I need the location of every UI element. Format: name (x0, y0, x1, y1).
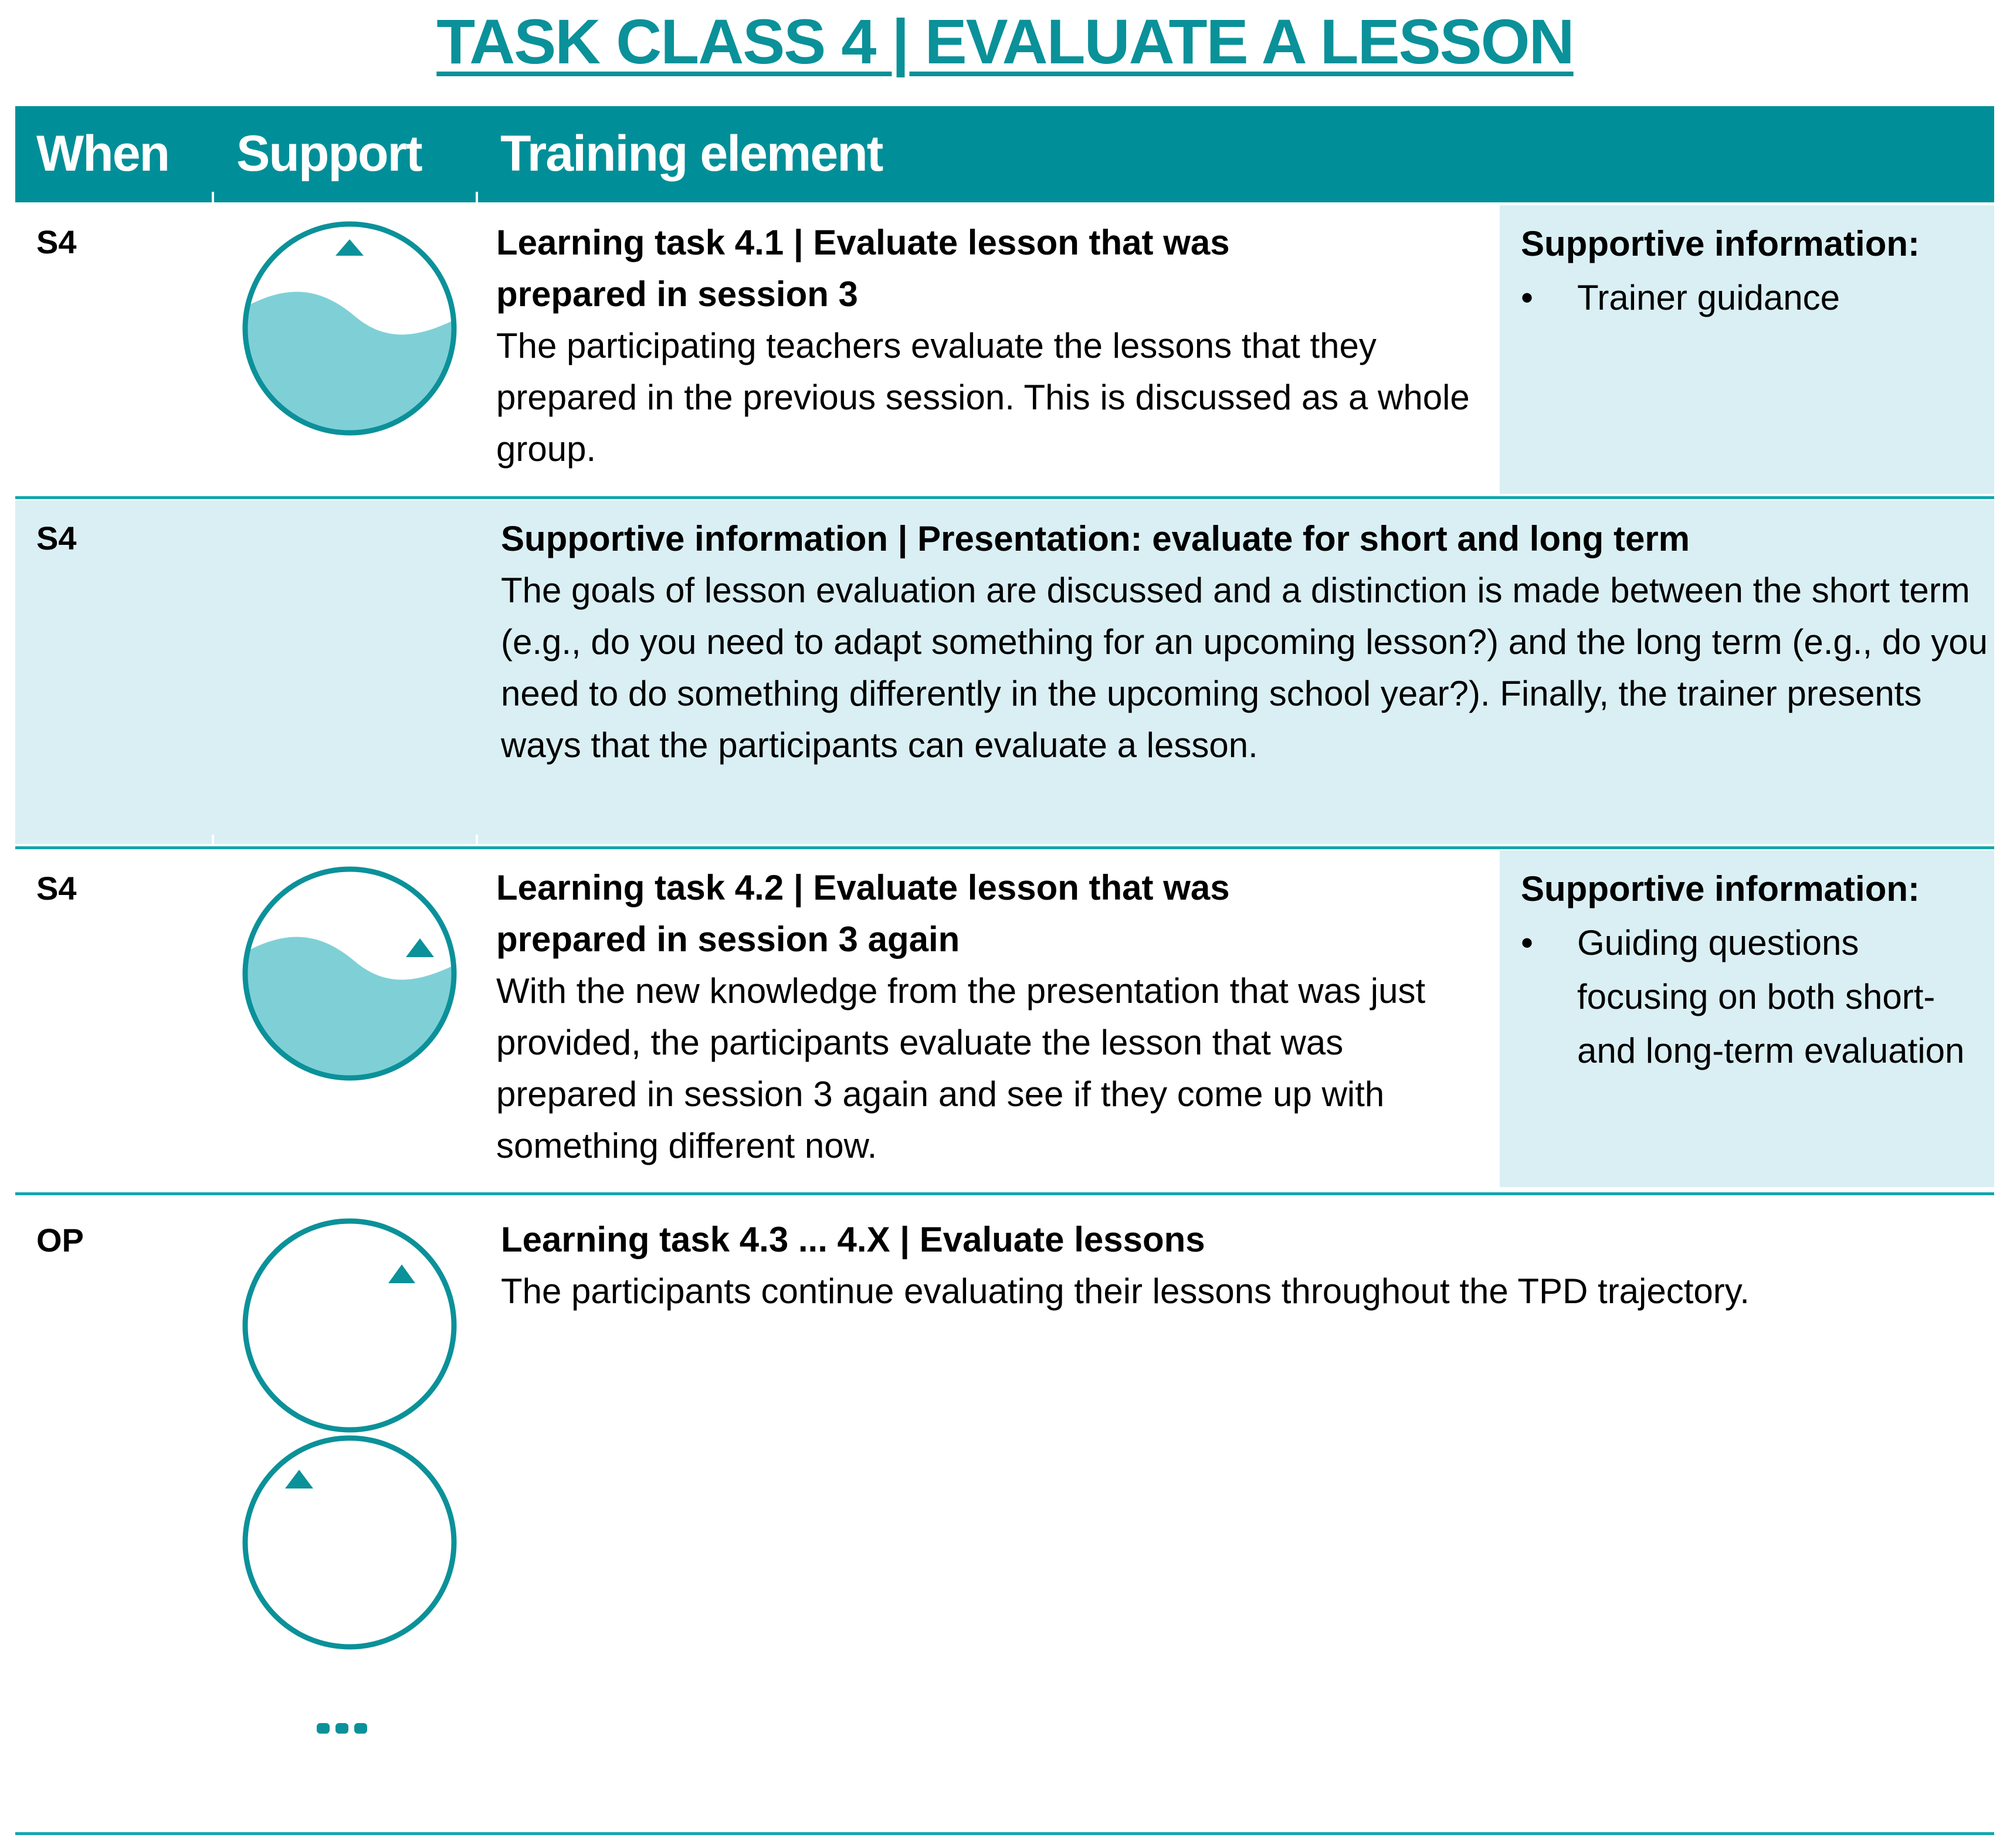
supportive-info-title: Supportive information: (1521, 869, 1920, 908)
row-body: The participating teachers evaluate the lessons that they prepared in the previous session. This is discussed as a whole group. (496, 326, 1470, 469)
table-row-highlighted (15, 500, 1994, 844)
row-divider (15, 1192, 1994, 1195)
row-body: The goals of lesson evaluation are discussed and a distinction is made between the short term (e.g., do you need to adapt something for an upcoming lesson?) and the long term (e.g., do you need to do something differently in the upcoming school year?). Finally, the trainer presents ways that the participants can evaluate a lesson. (501, 571, 1988, 765)
header-support: Support (236, 126, 422, 182)
header-separator (476, 192, 478, 202)
column-separator (212, 835, 214, 844)
table-header (15, 106, 1994, 202)
row-training-element (496, 217, 1505, 475)
row-title-line1: Learning task 4.1 | Evaluate lesson that was (496, 223, 1230, 262)
row-title-line1: Learning task 4.2 | Evaluate lesson that was (496, 868, 1230, 907)
supportive-info-item: • Guiding questions focusing on both short- and long-term evaluation (1521, 916, 1971, 1078)
row-when: S4 (36, 223, 77, 260)
row-title: Supportive information | Presentation: evaluate for short and long term (501, 519, 1690, 558)
row-training-element (501, 513, 1991, 771)
support-gauge-icon (238, 1431, 473, 1657)
header-training-element: Training element (500, 126, 883, 182)
ellipsis-icon (317, 1723, 367, 1734)
support-gauge-icon (238, 862, 473, 1088)
header-separator (212, 192, 214, 202)
column-separator (476, 835, 478, 844)
row-divider (15, 846, 1994, 849)
row-when: S4 (36, 870, 77, 907)
table-row (15, 1196, 1994, 1833)
support-gauge-icon (238, 217, 473, 443)
table-row (15, 205, 1994, 496)
supportive-info-title: Supportive information: (1521, 224, 1920, 263)
row-title-line2: prepared in session 3 (496, 274, 858, 314)
supportive-info-panel (1500, 850, 1994, 1187)
header-when: When (36, 126, 170, 182)
page-title-text: TASK CLASS 4 | EVALUATE A LESSON (436, 6, 1574, 77)
row-when: S4 (36, 520, 77, 557)
row-when: OP (36, 1222, 84, 1259)
table-bottom-border (15, 1832, 1994, 1835)
row-body: With the new knowledge from the presentation that was just provided, the participants evaluate the lesson that was prepared in session 3 again and see if they come up with something different now. (496, 971, 1426, 1165)
supportive-info-panel (1500, 205, 1994, 494)
support-gauge-icon (238, 1214, 473, 1440)
row-divider (15, 496, 1994, 499)
table-row (15, 850, 1994, 1191)
page-title (0, 5, 2010, 78)
row-title-line2: prepared in session 3 again (496, 920, 960, 959)
row-body: The participants continue evaluating their lessons throughout the TPD trajectory. (501, 1271, 1750, 1311)
row-training-element (501, 1214, 1991, 1317)
row-title: Learning task 4.3 ... 4.X | Evaluate lessons (501, 1220, 1205, 1259)
supportive-info-item: • Trainer guidance (1521, 271, 1994, 325)
row-training-element (496, 862, 1505, 1172)
